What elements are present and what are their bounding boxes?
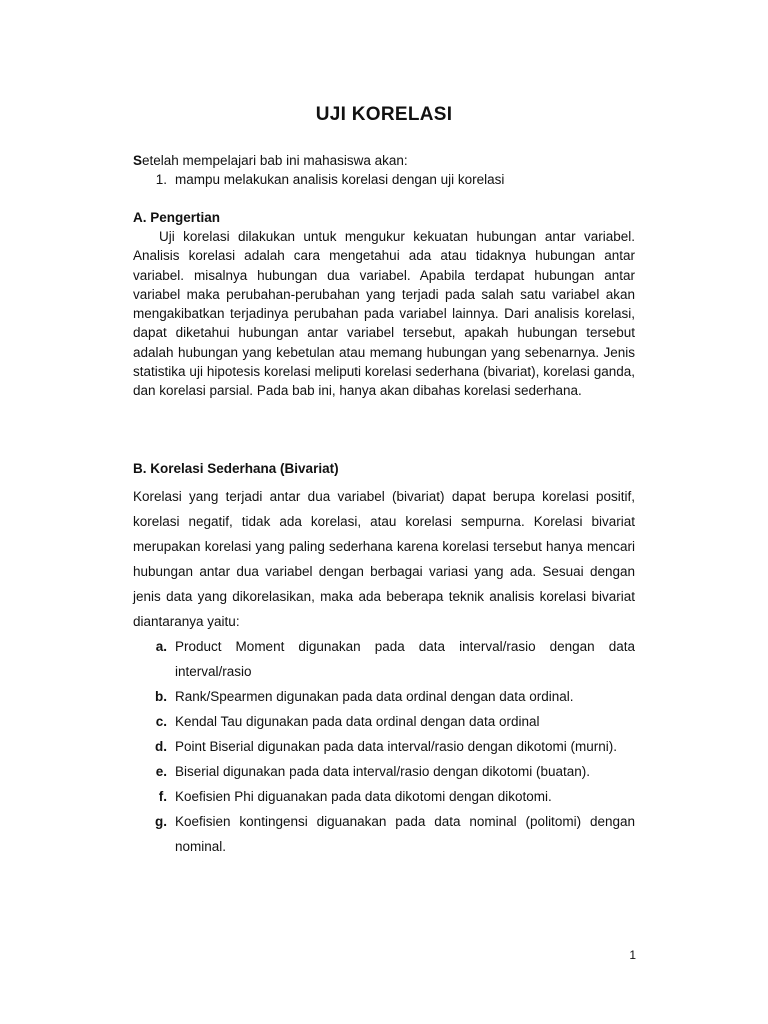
intro-block xyxy=(133,151,638,189)
intro-text: etelah mempelajari bab ini mahasiswa akan: xyxy=(142,153,408,168)
section-pengertian xyxy=(133,208,635,401)
item-letter: f. xyxy=(158,789,167,804)
page-title: UJI KORELASI xyxy=(315,104,453,125)
item-text: Rank/Spearmen digunakan pada data ordinal dengan data ordinal. xyxy=(175,689,574,704)
list-item xyxy=(133,684,635,709)
item-letter: c. xyxy=(155,714,167,729)
item-text: Koefisien kontingensi diguanakan pada data nominal (politomi) dengan nominal. xyxy=(175,814,635,854)
section-paragraph: Korelasi yang terjadi antar dua variabel (bivariat) dapat berupa korelasi positif, korelasi negatif, tidak ada korelasi, atau korelasi sempurna. Korelasi bivariat merupakan korelasi yang paling sederhana karena korelasi tersebut hanya mencari hubungan antar dua variabel dengan berbagai variasi yang ada. Sesuai dengan jenis data yang dikorelasikan, maka ada beberapa teknik analisis korelasi bivariat diantaranya yaitu: xyxy=(133,489,635,629)
item-letter: e. xyxy=(155,764,167,779)
list-item xyxy=(133,809,635,859)
intro-sentence xyxy=(133,151,638,170)
page-number: 1 xyxy=(629,948,636,962)
list-item xyxy=(133,759,635,784)
item-text: Point Biserial digunakan pada data interval/rasio dengan dikotomi (murni). xyxy=(175,739,617,754)
item-text: Biserial digunakan pada data interval/rasio dengan dikotomi (buatan). xyxy=(175,764,591,779)
item-letter: a. xyxy=(155,639,167,654)
intro-first-letter: S xyxy=(133,153,143,168)
technique-list xyxy=(133,634,635,859)
section-korelasi-sederhana xyxy=(133,459,635,859)
list-item xyxy=(133,634,635,684)
list-item xyxy=(133,170,638,189)
section-paragraph: Uji korelasi dilakukan untuk mengukur kekuatan hubungan antar variabel. Analisis korelasi adalah cara mengetahui ada atau tidaknya hubungan antar variabel. misalnya hubungan dua variabel. Apabila terdapat hubungan antar variabel maka perubahan-perubahan yang terjadi pada salah satu variabel akan mengakibatkan terjadinya perubahan pada variabel lainnya. Dari analisis korelasi, dapat diketahui hubungan antar variabel tersebut, apakah hubungan tersebut adalah hubungan yang kebetulan atau memang hubungan yang sebenarnya. Jenis statistika uji hipotesis korelasi meliputi korelasi sederhana (bivariat), korelasi ganda, dan korelasi parsial. Pada bab ini, hanya akan dibahas korelasi sederhana. xyxy=(133,229,635,399)
objective-number: 1. xyxy=(155,172,167,187)
item-text: Product Moment digunakan pada data interval/rasio dengan data interval/rasio xyxy=(175,639,635,679)
list-item xyxy=(133,709,635,734)
section-heading: A. Pengertian xyxy=(133,210,221,225)
list-item xyxy=(133,784,635,809)
objective-text: mampu melakukan analisis korelasi dengan uji korelasi xyxy=(175,172,505,187)
item-letter: d. xyxy=(155,739,167,754)
item-letter: g. xyxy=(155,814,167,829)
list-item xyxy=(133,734,635,759)
item-text: Kendal Tau digunakan pada data ordinal dengan data ordinal xyxy=(175,714,540,729)
item-letter: b. xyxy=(155,689,167,704)
section-heading: B. Korelasi Sederhana (Bivariat) xyxy=(133,461,339,476)
item-text: Koefisien Phi diguanakan pada data dikotomi dengan dikotomi. xyxy=(175,789,552,804)
objectives-list xyxy=(133,170,638,189)
